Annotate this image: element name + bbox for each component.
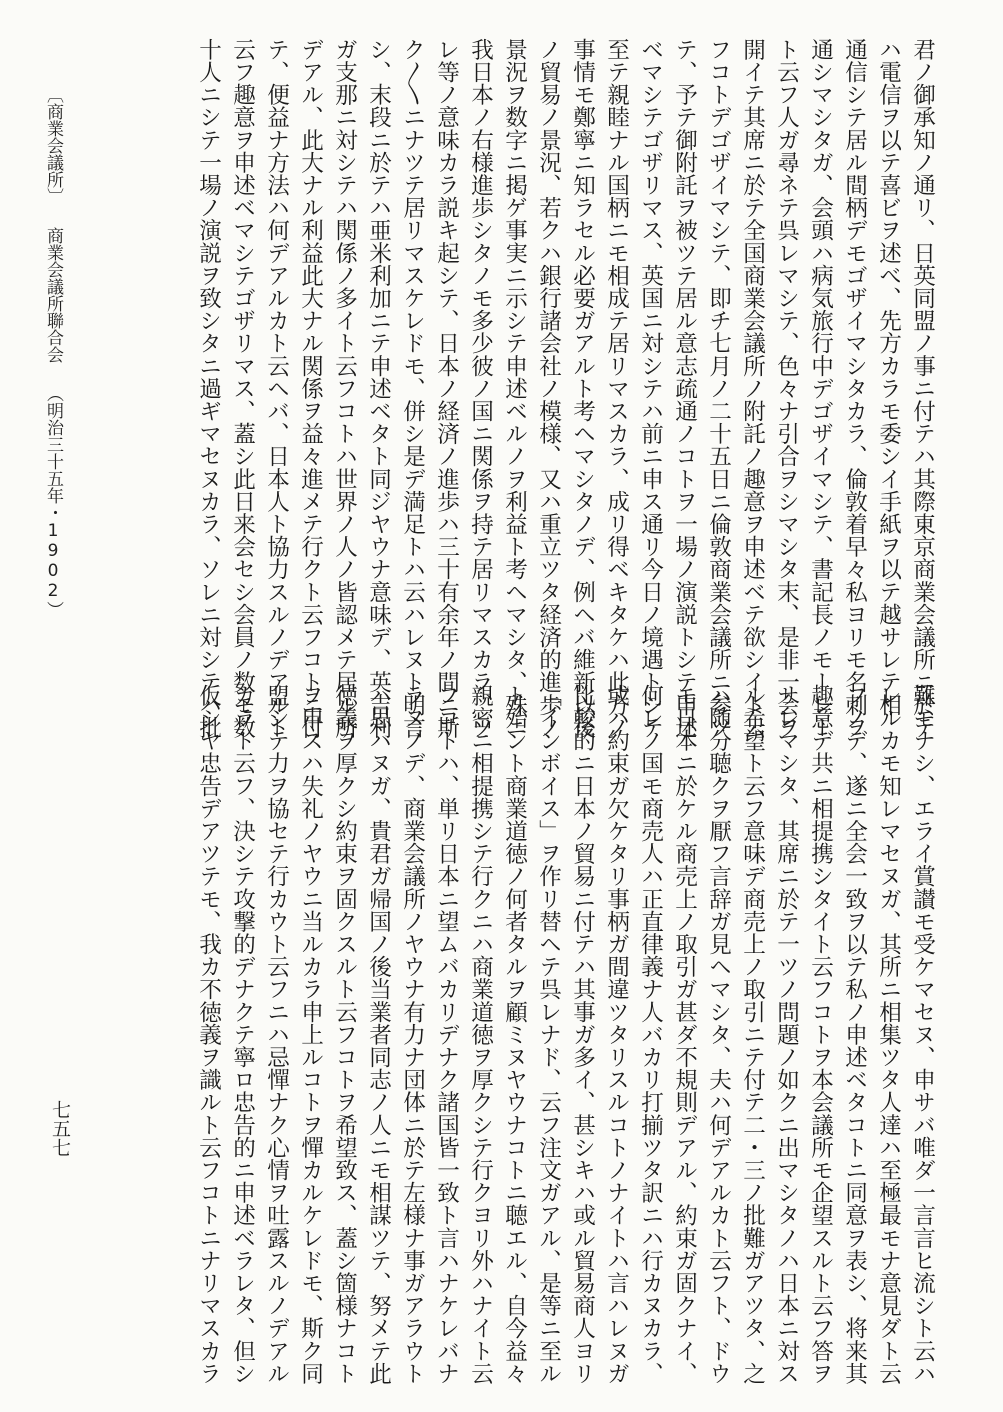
text-column: テ、予テ御附託ヲ被ツテ居ル意志疏通ノコトヲ一場ノ演説トシテ申述 — [671, 38, 698, 739]
text-column: フコトハ、単リ日本ニ望ムバカリデナク諸国皆一致ト言ハナケレバナ — [433, 684, 460, 1385]
text-column: 君ノ御承知ノ通リ、日英同盟ノ事ニ付テハ其際東京商業会議所ニ於テ — [909, 38, 936, 739]
text-column: ベマシテゴザリマス、英国ニ対シテハ前ニ申ス通リ今日ノ境遇トシテ — [637, 38, 664, 739]
text-column: 「インボイス」ヲ作リ替ヘテ呉レナド、云フ注文ガアル、是等ニ至ル — [535, 684, 562, 1385]
text-column: サレマシタ、其席ニ於テ一ツノ問題ノ如クニ出マシタノハ日本ニ対ス — [773, 684, 800, 1385]
text-column: シ、末段ニ於テハ亜米利加ニテ申述ベタト同ジヤウナ意味デ、英吉利 — [365, 38, 392, 739]
running-head — [44, 86, 61, 618]
text-column: レ等ノ意味カラ説キ起シテ、日本ノ経済ノ進歩ハ三十有余年ノ間ニ斯 — [433, 38, 460, 739]
text-column: 事情モ鄭寧ニ知ラセル必要ガアルト考ヘマシタノデ、例ヘバ維新以後 — [569, 38, 596, 739]
text-column: 我日本ノ右様進歩シタノモ多少彼ノ国ニ関係ヲ持テ居リマスカラ、ソ — [467, 38, 494, 739]
text-column: ラヌノデ、商業会議所ノヤウナ有力ナ団体ニ於テ左様ナ事ガアラウト — [399, 684, 426, 1385]
text-column: ノ貿易ノ景況、若クハ銀行諸会社ノ模様、又ハ重立ツタ経済的進歩ノ — [535, 38, 562, 739]
text-column: ル希望ト云フ意味デ商売上ノ取引ニテ付テ二・三ノ批難ガアツタ、之 — [739, 684, 766, 1385]
text-column: フコトデゴザイマシテ、即チ七月ノ二十五日ニ倫敦商業会議所ニ参ツ — [705, 38, 732, 739]
text-column: 難モナシ、エライ賞讃モ受ケマセヌ、申サバ唯ダ一言言ヒ流シト云ハ — [909, 684, 936, 1385]
text-column: 十人ニシテ一場ノ演説ヲ致シタニ過ギマセヌカラ、ソレニ対シテハ批 — [195, 38, 222, 739]
text-column: 至テ親睦ナル国柄ニモ相成テ居リマスカラ、成リ得ベキタケハ此方ノ — [603, 38, 630, 739]
text-column: 通信シテ居ル間柄デモゴザイマシタカラ、倫敦着早々私ヨリモ名刺ヲ — [841, 38, 868, 739]
text-column: 仮シヤ忠告デアツテモ、我カ不徳義ヲ識ルト云フコトニナリマスカラ — [195, 684, 222, 1385]
text-column: フノデ、遂ニ全会一致ヲ以テ私ノ申述ベタコトニ同意ヲ表シ、将来其 — [841, 684, 868, 1385]
text-column: ハ電信ヲ以テ喜ビヲ述べ、先方カラモ委シイ手紙ヲ以テ越サレテ相 — [875, 38, 902, 716]
text-column: 或ハ約束ガ欠ケタリ事柄ガ間違ツタリスルコトノナイトハ言ハレヌガ — [603, 684, 630, 1385]
running-head-title: 商業会議所聯合会 — [43, 227, 63, 363]
text-column: 盟シテ力ヲ協セテ行カウト云フニハ忌憚ナク心情ヲ吐露スルノデアル — [263, 684, 290, 1385]
page-number: 七五七 — [49, 1100, 71, 1157]
text-column: 開イテ其席ニ於テ全国商業会議所ノ附託ノ趣意ヲ申述ベテ欲シイト云 — [739, 38, 766, 739]
text-column: カラト云フ、決シテ攻撃的デナクテ寧ロ忠告的ニ申述ベラレタ、但シ — [229, 684, 256, 1385]
text-column: モ日本ニ於ケル商売上ノ取引ガ甚ダ不規則デアル、約束ガ固クナイ、 — [671, 684, 698, 1385]
text-column: ト殆ント商業道徳ノ何者タルヲ顧ミヌヤウナコトニ聴エル、自今益々 — [501, 684, 528, 1385]
text-column: 比較的ニ日本ノ貿易ニ付テハ其事ガ多イ、甚シキハ或ル貿易商人ヨリ — [569, 684, 596, 1385]
text-column: 親密ニ相提携シテ行クニハ商業道徳ヲ厚クシテ行クヨリ外ハナイト云 — [467, 684, 494, 1385]
text-column: 趣意デ共ニ相提携シタイト云フコトヲ本会議所モ企望スルト云フ答ヲ — [807, 684, 834, 1385]
text-column: ヲ申スハ失礼ノヤウニ当ルカラ申上ルコトヲ憚カルケレドモ、斯ク同 — [297, 684, 324, 1385]
running-head-year: （明治三十五年・1902） — [43, 385, 63, 618]
text-column: 何レノ国モ商売人ハ正直律義ナ人バカリ打揃ツタ訳ニハ行カヌカラ、 — [637, 684, 664, 1385]
text-column: ハ随分聴クヲ厭フ言辞ガ見ヘマシタ、夫ハ何デアルカト云フト、ドウ — [705, 684, 732, 1385]
text-column: テ、便益ナ方法ハ何デアルカト云ヘバ、日本人ト協力スルノデアルト — [263, 38, 290, 739]
text-column: レルカモ知レマセヌガ、其所ニ相集ツタ人達ハ至極最モナ意見ダト云 — [875, 684, 902, 1385]
running-head-section: 〔商業会議所〕 — [43, 86, 63, 205]
text-column: 徳義ヲ厚クシ約束ヲ固クスルト云フコトヲ希望致ス、蓋シ箇様ナコト — [331, 684, 358, 1385]
text-column: ク〳〵ニナツテ居リマスケレドモ、併シ是デ満足トハ云ハレヌト明言 — [399, 38, 426, 739]
text-column: ガ支那ニ対シテハ関係ノ多イト云フコトハ世界ノ人ノ皆認メテ居ル所 — [331, 38, 358, 739]
text-column: 云フ趣意ヲ申述ベマシテゴザリマス、蓋シ此日来会セシ会員ノ数モ数 — [229, 38, 256, 739]
text-column: デアル、此大ナル利益此大ナル関係ヲ益々進メテ行クト云フコトニ付 — [297, 38, 324, 739]
text-column: ト云フ人ガ尋ネテ呉レマシテ、色々ナ引合ヲシマシタ末、是非一会ヲ — [773, 38, 800, 739]
text-column: ハ思ハヌガ、貴君ガ帰国ノ後当業者同志ノ人ニモ相謀ツテ、努メテ此 — [365, 684, 392, 1385]
text-column: 景況ヲ数字ニ掲ゲ事実ニ示シテ申述ベルノヲ利益ト考ヘマシタ、殊ニ — [501, 38, 528, 739]
text-column: 通シマシタガ、会頭ハ病気旅行中デゴザイマシテ、書記長ノモーレー — [807, 38, 834, 739]
